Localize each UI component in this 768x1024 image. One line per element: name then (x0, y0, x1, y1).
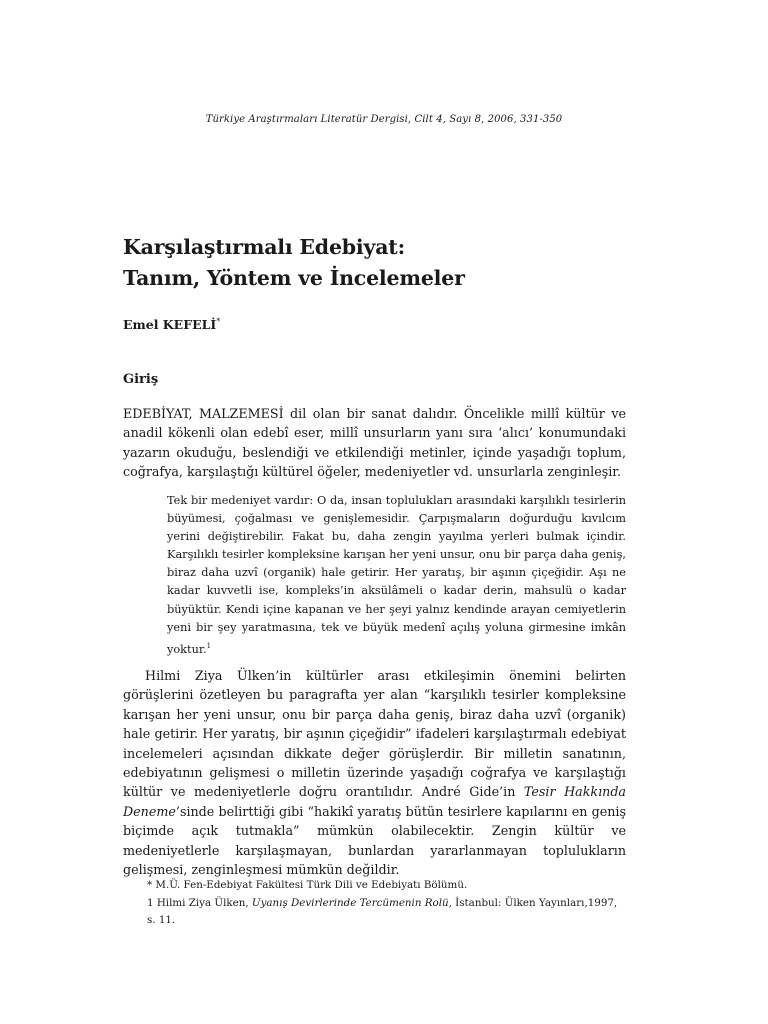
author-name-text: Emel KEFELİ (123, 317, 217, 332)
footnote-1-prefix: 1 Hilmi Ziya Ülken, (147, 896, 252, 909)
body-paragraph-part-2: ’sinde belirttiği gibi “hakikî yaratış bütün tesirlere kapılarını en geniş biçimde açık tutmakla” mümkün olabilecektir. Zengin kültür ve medeniyetlerle karşılaşmayan, bunlardan yararlanmayan toplulukların gelişmesi, zenginleşmesi mümkün değildir. (123, 803, 626, 878)
running-head: Türkiye Araştırmaları Literatür Dergisi, Cilt 4, Sayı 8, 2006, 331-350 (205, 114, 563, 125)
author-footnote-marker: * (216, 317, 221, 326)
footnote-author: * M.Ü. Fen-Edebiyat Fakültesi Türk Dili ve Edebiyatı Bölümü. (147, 879, 468, 891)
block-quote (167, 492, 626, 659)
section-heading: Giriş (123, 372, 159, 387)
article-title (123, 232, 643, 294)
footnote-1-continuation: s. 11. (147, 914, 176, 926)
body-paragraph-part-1: Hilmi Ziya Ülken’in kültürler arası etkileşimin önemini belirten görüşlerini özetleyen bu paragrafta yer alan “karşılıklı tesirler kompleksine karışan her yeni unsur, onu bir parça daha geniş, biraz daha uzvî (organik) hale getirir. Her yaratış, bir aşının çiçeğidir” ifadeleri karşılaştırmalı edebiyat incelemeleri açısından dikkate değer görüşlerdir. Bir milletin sanatının, edebiyatının gelişmesi o milletin üzerinde yaşadığı coğrafya ve karşılaştığı kültür ve medeniyetlerle doğru orantılıdır. André Gide’in (123, 668, 626, 800)
footnotes (147, 877, 627, 930)
intro-paragraph: EDEBİYAT, MALZEMESİ dil olan bir sanat dalıdır. Öncelikle millî kültür ve anadil kökenli olan edebî eser, millî unsurların yanı sıra ‘alıcı’ konumundaki yazarın okuduğu, beslendiği ve etkilendiği metinler, içinde yaşadığı toplum, coğrafya, karşılaştığı kültürel öğeler, medeniyetler vd. unsurlarla zenginleşir. (123, 406, 626, 480)
title-line-2: Tanım, Yöntem ve İncelemeler (123, 266, 465, 290)
body-paragraph (123, 666, 626, 879)
block-quote-text: Tek bir medeniyet vardır: O da, insan toplulukları arasındaki karşılıklı tesirlerin büyümesi, çoğalması ve genişlemesidir. Çarpışmaların doğurduğu kıvılcım yerini değiştirebilir. Fakat bu, daha zengin yayılma yerleri bulmak içindir. Karşılıklı tesirler kompleksine karışan her yeni unsur, onu bir parça daha geniş, biraz daha uzvî (organik) hale getirir. Her yaratış, bir aşının çiçeğidir. Aşı ne kadar kuvvetli ise, kompleks’in aksülâmeli o kadar derin, mahsulü o kadar büyüktür. Kendi içine kapanan ve her şeyi yalnız kendinde arayan cemiyetlerin yeni bir şey yaratmasına, tek ve büyük medenî açılış yoluna girmesine imkân yoktur. (167, 494, 626, 656)
footnote-1-title: Uyanış Devirlerinde Tercümenin Rolü (251, 896, 449, 909)
author-name (123, 317, 220, 332)
quote-footnote-ref: 1 (206, 641, 212, 650)
book-title: Tesir Hakkında Deneme (123, 784, 627, 819)
title-line-1: Karşılaştırmalı Edebiyat: (123, 235, 405, 259)
footnote-1-suffix: , İstanbul: Ülken Yayınları,1997, (448, 896, 618, 909)
footnote-1 (147, 895, 627, 913)
